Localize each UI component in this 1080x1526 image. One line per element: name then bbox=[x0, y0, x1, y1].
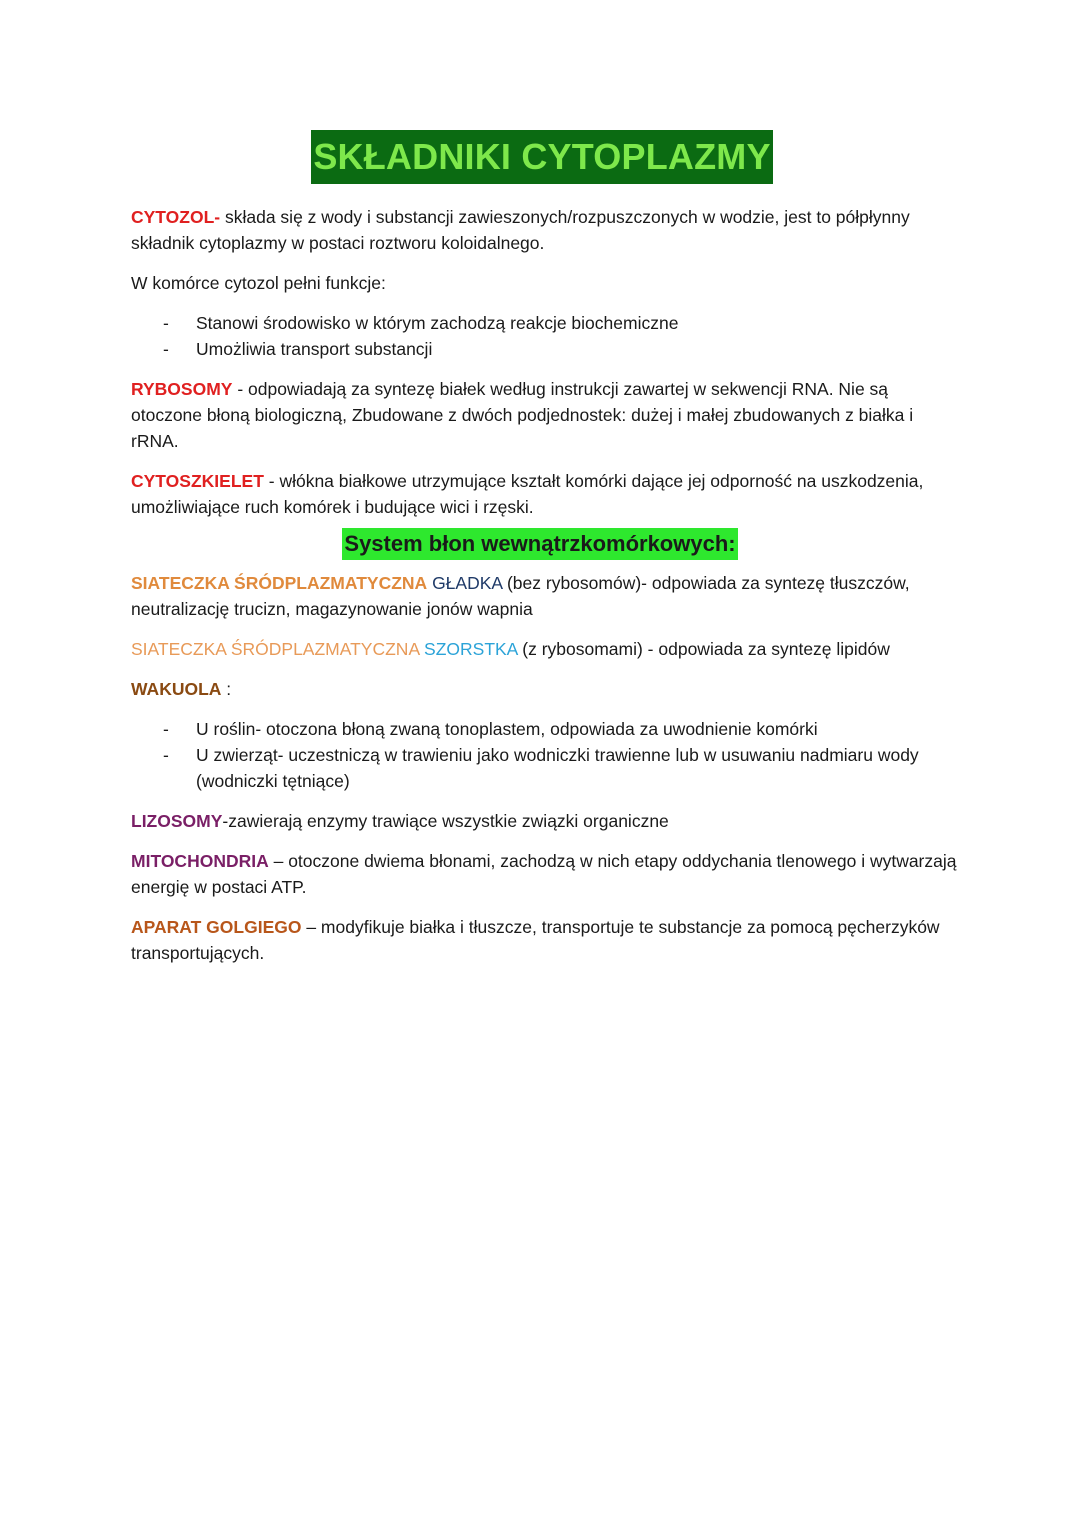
ser-term: SIATECZKA ŚRÓDPLAZMATYCZNA bbox=[131, 573, 428, 593]
wakuola-suffix: : bbox=[221, 679, 232, 699]
cytoszkielet-term: CYTOSZKIELET bbox=[131, 471, 264, 491]
rybosomy-paragraph bbox=[131, 376, 961, 454]
functions-list bbox=[131, 310, 961, 362]
rer-text: (z rybosomami) - odpowiada za syntezę lipidów bbox=[517, 639, 890, 659]
golgi-paragraph bbox=[131, 914, 961, 966]
mitochondria-paragraph bbox=[131, 848, 961, 900]
ser-type: GŁADKA bbox=[432, 573, 503, 593]
list-item: - Stanowi środowisko w którym zachodzą reakcje biochemiczne bbox=[131, 310, 961, 336]
ser-text: (bez rybosomów)- odpowiada za syntezę tłuszczów, neutralizację trucizn, magazynowanie jonów wapnia bbox=[131, 573, 910, 619]
golgi-term: APARAT GOLGIEGO bbox=[131, 917, 302, 937]
cytoszkielet-paragraph bbox=[131, 468, 961, 520]
ser-paragraph bbox=[131, 570, 961, 622]
wakuola-term: WAKUOLA bbox=[131, 679, 222, 699]
rer-paragraph bbox=[131, 636, 961, 662]
rybosomy-term: RYBOSOMY bbox=[131, 379, 233, 399]
rer-type: SZORSTKA bbox=[424, 639, 518, 659]
document-page bbox=[131, 130, 961, 980]
functions-intro: W komórce cytozol pełni funkcje: bbox=[131, 273, 386, 293]
mitochondria-text: – otoczone dwiema błonami, zachodzą w nich etapy oddychania tlenowego i wytwarzają energię w postaci ATP. bbox=[131, 851, 957, 897]
lizosomy-paragraph bbox=[131, 808, 961, 834]
lizosomy-term: LIZOSOMY bbox=[131, 811, 223, 831]
cytozol-term: CYTOZOL- bbox=[131, 207, 221, 227]
list-item: - Umożliwia transport substancji bbox=[131, 336, 961, 362]
rer-term: SIATECZKA ŚRÓDPLAZMATYCZNA bbox=[131, 639, 420, 659]
mitochondria-term: MITOCHONDRIA bbox=[131, 851, 269, 871]
section-subtitle: System błon wewnątrzkomórkowych: bbox=[342, 528, 737, 560]
rybosomy-text: - odpowiadają za syntezę białek według instrukcji zawartej w sekwencji RNA. Nie są otoczone błoną biologiczną, Zbudowane z dwóch podjednostek: dużej i małej zbudowanych z białka i rRNA. bbox=[131, 379, 914, 451]
subtitle-wrap bbox=[0, 528, 1080, 560]
lizosomy-text: -zawierają enzymy trawiące wszystkie związki organiczne bbox=[222, 811, 669, 831]
wakuola-list bbox=[131, 716, 961, 794]
title-wrap bbox=[0, 130, 1080, 184]
cytozol-paragraph bbox=[131, 204, 961, 256]
list-item: - U roślin- otoczona błoną zwaną tonoplastem, odpowiada za uwodnienie komórki bbox=[131, 716, 961, 742]
cytozol-text: składa się z wody i substancji zawieszonych/rozpuszczonych w wodzie, jest to półpłynny składnik cytoplazmy w postaci roztworu koloidalnego. bbox=[131, 207, 910, 253]
wakuola-heading bbox=[131, 676, 961, 702]
list-item: - U zwierząt- uczestniczą w trawieniu jako wodniczki trawienne lub w usuwaniu nadmiaru wody (wodniczki tętniące) bbox=[131, 742, 961, 794]
cytoszkielet-text: - włókna białkowe utrzymujące kształt komórki dające jej odporność na uszkodzenia, umożliwiające ruch komórek i budujące wici i rzęski. bbox=[131, 471, 924, 517]
golgi-text: – modyfikuje białka i tłuszcze, transportuje te substancje za pomocą pęcherzyków transportujących. bbox=[131, 917, 940, 963]
page-title: SKŁADNIKI CYTOPLAZMY bbox=[311, 130, 772, 184]
